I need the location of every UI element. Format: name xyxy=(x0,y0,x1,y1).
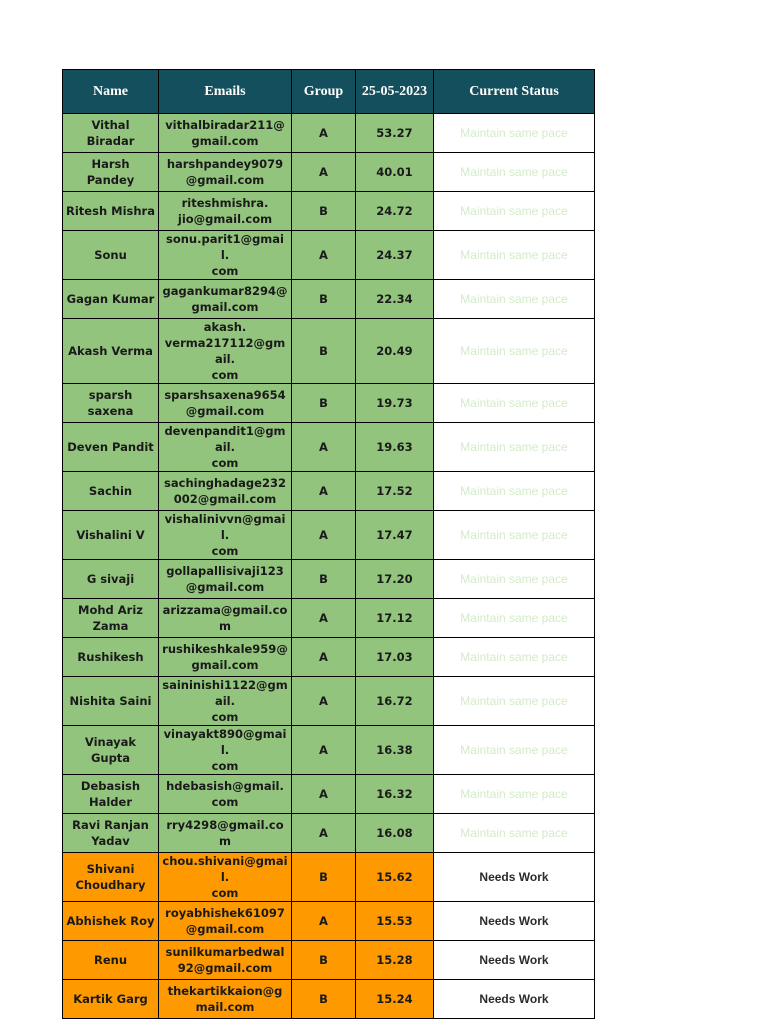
cell-name: Kartik Garg xyxy=(63,980,159,1019)
table-header xyxy=(63,70,595,114)
cell-group: A xyxy=(292,231,356,280)
cell-email: royabhishek61097@gmail.com xyxy=(159,902,292,941)
cell-name: Deven Pandit xyxy=(63,423,159,472)
cell-status: Maintain same pace xyxy=(434,814,595,853)
table-row xyxy=(63,560,595,599)
cell-name: Mohd Ariz Zama xyxy=(63,599,159,638)
cell-status: Needs Work xyxy=(434,853,595,902)
cell-name: Harsh Pandey xyxy=(63,153,159,192)
cell-name: Debasish Halder xyxy=(63,775,159,814)
cell-score: 15.24 xyxy=(356,980,434,1019)
cell-email: rry4298@gmail.com xyxy=(159,814,292,853)
table-row xyxy=(63,638,595,677)
table-row xyxy=(63,153,595,192)
cell-name: G sivaji xyxy=(63,560,159,599)
table-row xyxy=(63,814,595,853)
cell-group: B xyxy=(292,384,356,423)
cell-group: B xyxy=(292,319,356,384)
cell-email: rushikeshkale959@gmail.com xyxy=(159,638,292,677)
header-status: Current Status xyxy=(434,70,595,114)
cell-name: Shivani Choudhary xyxy=(63,853,159,902)
table-row xyxy=(63,902,595,941)
cell-status: Maintain same pace xyxy=(434,192,595,231)
cell-name: Renu xyxy=(63,941,159,980)
cell-group: A xyxy=(292,902,356,941)
cell-group: B xyxy=(292,980,356,1019)
cell-status: Maintain same pace xyxy=(434,775,595,814)
cell-group: A xyxy=(292,511,356,560)
cell-group: A xyxy=(292,814,356,853)
cell-score: 20.49 xyxy=(356,319,434,384)
header-date: 25-05-2023 xyxy=(356,70,434,114)
cell-score: 19.63 xyxy=(356,423,434,472)
table-row xyxy=(63,941,595,980)
cell-score: 16.38 xyxy=(356,726,434,775)
cell-score: 17.03 xyxy=(356,638,434,677)
table-row xyxy=(63,853,595,902)
cell-score: 40.01 xyxy=(356,153,434,192)
cell-status: Maintain same pace xyxy=(434,384,595,423)
cell-status: Maintain same pace xyxy=(434,677,595,726)
cell-group: A xyxy=(292,599,356,638)
cell-score: 16.32 xyxy=(356,775,434,814)
header-name: Name xyxy=(63,70,159,114)
table-row xyxy=(63,231,595,280)
cell-score: 17.52 xyxy=(356,472,434,511)
cell-status: Maintain same pace xyxy=(434,560,595,599)
cell-name: Vinayak Gupta xyxy=(63,726,159,775)
cell-group: A xyxy=(292,114,356,153)
cell-status: Maintain same pace xyxy=(434,153,595,192)
cell-email: gollapallisivaji123@gmail.com xyxy=(159,560,292,599)
cell-score: 53.27 xyxy=(356,114,434,153)
cell-group: B xyxy=(292,941,356,980)
cell-email: vinayakt890@gmail. com xyxy=(159,726,292,775)
cell-name: Vishalini V xyxy=(63,511,159,560)
cell-email: akash. verma217112@gmail. com xyxy=(159,319,292,384)
cell-group: B xyxy=(292,560,356,599)
cell-email: sachinghadage232002@gmail.com xyxy=(159,472,292,511)
cell-group: A xyxy=(292,775,356,814)
cell-status: Maintain same pace xyxy=(434,638,595,677)
cell-status: Maintain same pace xyxy=(434,423,595,472)
cell-group: B xyxy=(292,192,356,231)
cell-status: Maintain same pace xyxy=(434,231,595,280)
cell-score: 17.20 xyxy=(356,560,434,599)
table-row xyxy=(63,280,595,319)
cell-group: A xyxy=(292,472,356,511)
cell-name: sparsh saxena xyxy=(63,384,159,423)
cell-name: Abhishek Roy xyxy=(63,902,159,941)
cell-status: Maintain same pace xyxy=(434,726,595,775)
cell-email: sunilkumarbedwal92@gmail.com xyxy=(159,941,292,980)
table-row xyxy=(63,599,595,638)
cell-email: gagankumar8294@gmail.com xyxy=(159,280,292,319)
cell-status: Maintain same pace xyxy=(434,319,595,384)
table-row xyxy=(63,114,595,153)
cell-status: Maintain same pace xyxy=(434,472,595,511)
cell-email: devenpandit1@gmail. com xyxy=(159,423,292,472)
cell-email: vithalbiradar211@gmail.com xyxy=(159,114,292,153)
header-emails: Emails xyxy=(159,70,292,114)
cell-status: Maintain same pace xyxy=(434,511,595,560)
table-row xyxy=(63,192,595,231)
cell-score: 15.28 xyxy=(356,941,434,980)
table-row xyxy=(63,319,595,384)
cell-name: Sachin xyxy=(63,472,159,511)
cell-status: Needs Work xyxy=(434,941,595,980)
cell-email: sparshsaxena9654@gmail.com xyxy=(159,384,292,423)
cell-score: 16.08 xyxy=(356,814,434,853)
table-row xyxy=(63,423,595,472)
cell-email: harshpandey9079@gmail.com xyxy=(159,153,292,192)
cell-email: riteshmishra. jio@gmail.com xyxy=(159,192,292,231)
cell-score: 17.47 xyxy=(356,511,434,560)
cell-status: Maintain same pace xyxy=(434,280,595,319)
table-row xyxy=(63,726,595,775)
cell-status: Needs Work xyxy=(434,980,595,1019)
table-row xyxy=(63,775,595,814)
table-row xyxy=(63,384,595,423)
cell-status: Needs Work xyxy=(434,902,595,941)
table-body xyxy=(63,114,595,1019)
cell-group: B xyxy=(292,853,356,902)
cell-name: Akash Verma xyxy=(63,319,159,384)
cell-score: 24.72 xyxy=(356,192,434,231)
cell-name: Ritesh Mishra xyxy=(63,192,159,231)
cell-email: hdebasish@gmail. com xyxy=(159,775,292,814)
cell-status: Maintain same pace xyxy=(434,114,595,153)
cell-score: 17.12 xyxy=(356,599,434,638)
cell-score: 24.37 xyxy=(356,231,434,280)
cell-name: Vithal Biradar xyxy=(63,114,159,153)
cell-email: vishalinivvn@gmail. com xyxy=(159,511,292,560)
cell-score: 22.34 xyxy=(356,280,434,319)
cell-group: A xyxy=(292,638,356,677)
cell-score: 19.73 xyxy=(356,384,434,423)
cell-group: A xyxy=(292,153,356,192)
cell-group: A xyxy=(292,423,356,472)
header-group: Group xyxy=(292,70,356,114)
cell-name: Sonu xyxy=(63,231,159,280)
cell-email: sonu.parit1@gmail. com xyxy=(159,231,292,280)
cell-email: arizzama@gmail.com xyxy=(159,599,292,638)
cell-email: thekartikkaion@gmail.com xyxy=(159,980,292,1019)
cell-status: Maintain same pace xyxy=(434,599,595,638)
table-row xyxy=(63,980,595,1019)
cell-name: Nishita Saini xyxy=(63,677,159,726)
cell-name: Gagan Kumar xyxy=(63,280,159,319)
cell-group: A xyxy=(292,726,356,775)
table-row xyxy=(63,511,595,560)
cell-name: Ravi Ranjan Yadav xyxy=(63,814,159,853)
cell-email: chou.shivani@gmail. com xyxy=(159,853,292,902)
cell-score: 15.62 xyxy=(356,853,434,902)
cell-score: 16.72 xyxy=(356,677,434,726)
cell-group: B xyxy=(292,280,356,319)
table-row xyxy=(63,677,595,726)
cell-score: 15.53 xyxy=(356,902,434,941)
status-table xyxy=(62,69,595,1019)
cell-name: Rushikesh xyxy=(63,638,159,677)
cell-email: saininishi1122@gmail. com xyxy=(159,677,292,726)
cell-group: A xyxy=(292,677,356,726)
table-row xyxy=(63,472,595,511)
